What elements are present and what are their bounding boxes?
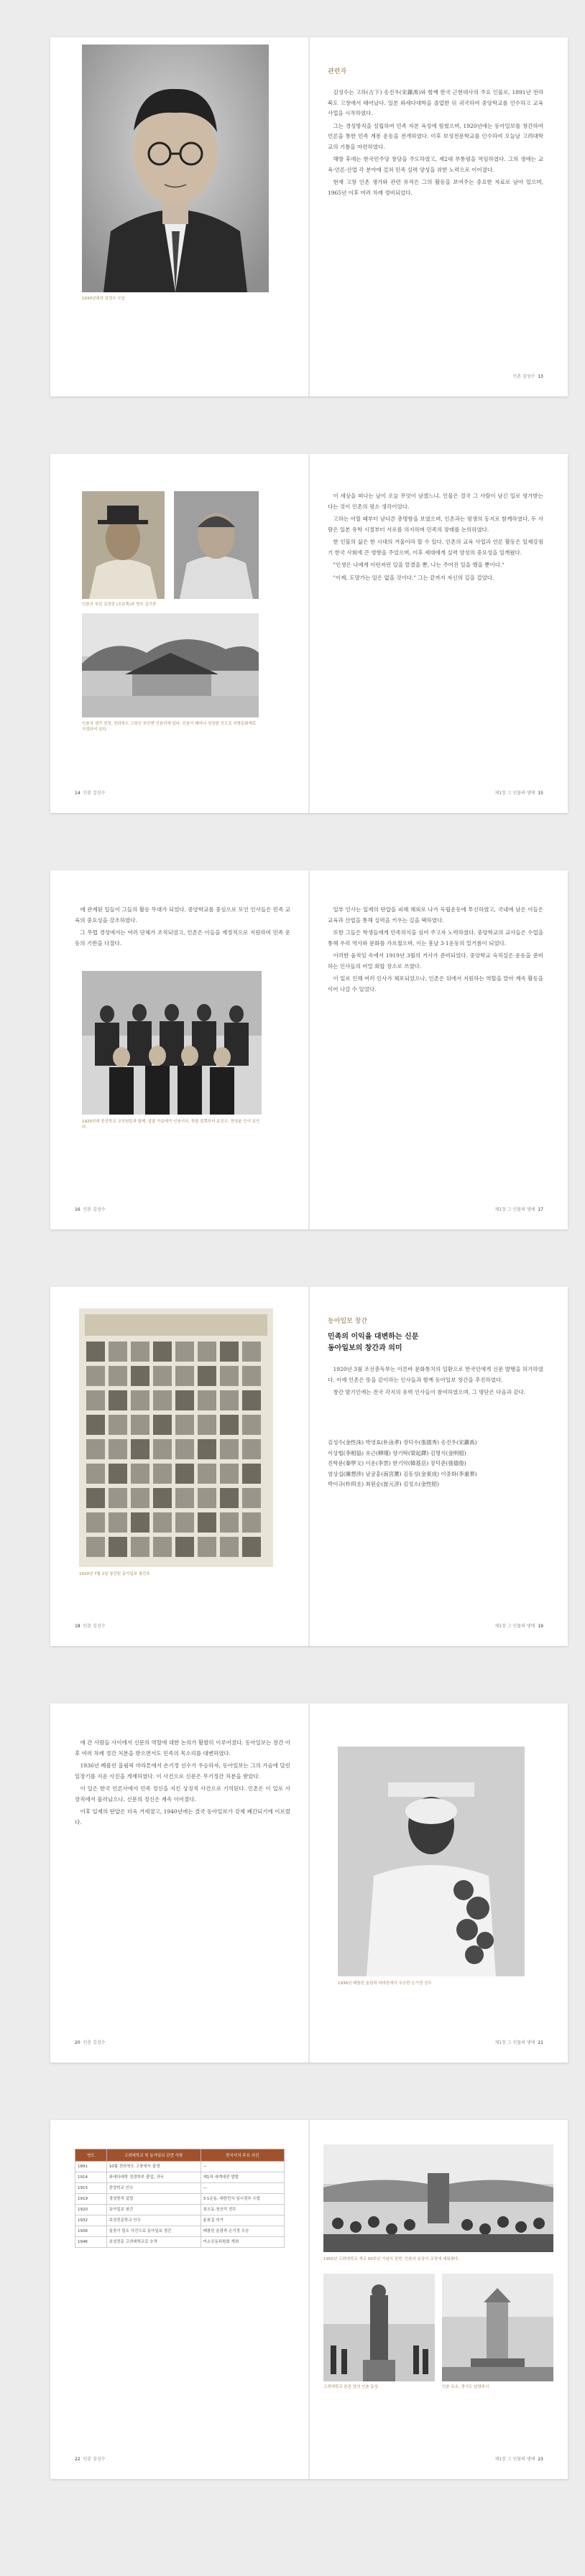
newspaper-portrait-box (153, 1464, 172, 1484)
newspaper-portrait-box (153, 1488, 172, 1508)
running-head: 인촌 김성수 (83, 791, 106, 796)
newspaper-portrait-box (153, 1390, 172, 1410)
right-page (309, 454, 568, 813)
right-page (309, 1287, 568, 1646)
folio-right (494, 2039, 546, 2045)
newspaper-portrait-box (86, 1342, 105, 1362)
newspaper-portrait-box (220, 1439, 239, 1459)
birthplace-photo (82, 613, 259, 717)
paragraph: 현재 고창 인촌 생가와 관련 유적은 그의 활동을 보여주는 중요한 자료로 남아 있으며, 1965년 이후 여러 차례 정비되었다. (328, 179, 543, 196)
photo-caption: 1930년대의 김성수 모습 (82, 297, 125, 301)
newspaper-portrait-box (86, 1415, 105, 1435)
running-head: 제1장 그 인물의 생애 (494, 1624, 535, 1629)
page-number: 20 (75, 2040, 80, 2045)
newspaper-portrait-box (242, 1415, 261, 1435)
newspaper-portrait-box (175, 1390, 194, 1410)
folio-right (494, 789, 546, 796)
newspaper-portrait-box (198, 1342, 216, 1362)
newspaper-portrait-box (175, 1488, 194, 1508)
table-cell: 1915 (75, 2183, 107, 2194)
running-head: 제1장 그 인물의 생애 (494, 2457, 535, 2462)
table-cell: 1919 (75, 2194, 107, 2205)
paragraph: 이 세상을 떠나는 날이 오늘 무엇이 남겠느냐. 인물은 결국 그 사람이 남긴 일로 평가받는다는 것이 인촌의 평소 생각이었다. (328, 493, 543, 510)
page-number: 15 (538, 791, 543, 796)
paragraph: 그는 경성방직을 설립하여 민족 자본 육성에 힘썼으며, 1920년에는 동아일보를 창간하여 언론을 통한 민족 계몽 운동을 전개하였다. 이후 보성전문학교를 인수하여 오늘날 고려대학교의 기틀을 마련하였다. (328, 122, 543, 150)
portrait-photo (82, 45, 269, 292)
page-number: 17 (538, 1207, 543, 1212)
page-number: 18 (75, 1624, 80, 1629)
spread-5 (50, 1703, 568, 2063)
photo-caption: 1936년 베를린 올림픽 마라톤에서 우승한 손기정 선수 (338, 1981, 432, 1986)
folio-left (72, 1622, 106, 1629)
body-text (328, 905, 543, 997)
newspaper-portrait-box (242, 1488, 261, 1508)
father-photo (82, 491, 165, 599)
newspaper-photo (79, 1308, 273, 1567)
table-header-row (75, 2149, 285, 2162)
folio-right (494, 2455, 546, 2462)
newspaper-portrait-box (175, 1415, 194, 1435)
spread-4 (50, 1287, 568, 1646)
newspaper-portrait-box (86, 1464, 105, 1484)
heading-line: 민족의 이익을 대변하는 신문 (328, 1333, 419, 1341)
left-page (50, 454, 309, 813)
table-cell: 베를린 올림픽 손기정 우승 (201, 2226, 284, 2237)
table-row (75, 2205, 285, 2215)
table-row (75, 2237, 285, 2248)
newspaper-portrait-box (153, 1512, 172, 1533)
newspaper-portrait-box (175, 1366, 194, 1386)
table-cell: 1946 (75, 2237, 107, 2248)
paragraph: 또한 그들은 학생들에게 민족의식을 심어 주고자 노력하였다. 중앙학교의 교사들은 수업을 통해 우리 역사와 문화를 가르쳤으며, 이는 훗날 3·1운동의 밑거름이 되었다. (328, 929, 543, 947)
newspaper-portrait-box (109, 1488, 127, 1508)
newspaper-portrait-box (220, 1537, 239, 1557)
newspaper-portrait-box (153, 1415, 172, 1435)
page-number: 19 (538, 1624, 543, 1629)
table-cell: — (201, 2183, 284, 2194)
newspaper-portrait-box (220, 1390, 239, 1410)
table-row (75, 2162, 285, 2172)
newspaper-portrait-box (86, 1366, 105, 1386)
left-page (50, 1287, 309, 1646)
table-cell: 10월 전라북도 고창에서 출생 (106, 2162, 201, 2172)
newspaper-portrait-box (198, 1488, 216, 1508)
paragraph: 한 인물의 삶은 한 시대의 거울이라 할 수 있다. 인촌의 교육 사업과 언론 활동은 일제강점기 한국 사회에 큰 영향을 주었으며, 이후 세대에게 실력 양성의 중요성을 일깨웠다. (328, 539, 543, 556)
marathon-photo (338, 1747, 525, 1976)
newspaper-portrait-box (131, 1464, 149, 1484)
newspaper-portrait-box (242, 1390, 261, 1410)
table-cell: 1936 (75, 2226, 107, 2237)
photo-caption: 1955년 고려대학교 개교 50주년 기념식 장면. 인촌의 동상이 교정에 세워졌다. (323, 2257, 459, 2261)
newspaper-portrait-box (153, 1439, 172, 1459)
newspaper-portrait-box (86, 1390, 105, 1410)
spread-3 (50, 870, 568, 1229)
running-head: 인촌 김성수 (83, 2040, 106, 2045)
newspaper-portrait-box (86, 1537, 105, 1557)
table-cell: 봉오동·청산리 전투 (201, 2205, 284, 2215)
newspaper-portrait-box (153, 1342, 172, 1362)
newspaper-portrait-box (198, 1366, 216, 1386)
table-row (75, 2215, 285, 2226)
newspaper-portrait-box (175, 1537, 194, 1557)
body-text (328, 88, 543, 200)
newspaper-portrait-box (220, 1512, 239, 1533)
column-header: 한국사의 주요 사건 (201, 2149, 284, 2162)
paragraph: 김성수는 고하(古下) 송진우(宋鎭禹)와 함께 한국 근현대사의 주요 인물로, 1891년 전라북도 고창에서 태어났다. 일본 와세다대학을 졸업한 뒤 귀국하여 중앙학교를 인수하고 교육 사업을 시작하였다. (328, 89, 543, 116)
newspaper-portrait-box (198, 1512, 216, 1533)
newspaper-portrait-box (220, 1342, 239, 1362)
running-head: 제1장 그 인물의 생애 (494, 1207, 535, 1212)
table-cell: 1914 (75, 2172, 107, 2183)
newspaper-portrait-box (131, 1439, 149, 1459)
photo-caption: 1920년 7월 2일 창간된 동아일보 창간호 (79, 1572, 150, 1576)
chronology-table (75, 2149, 285, 2248)
folio-left (72, 2039, 106, 2045)
running-head: 인촌 김성수 (83, 1207, 106, 1212)
newspaper-portrait-box (153, 1366, 172, 1386)
newspaper-portrait-box (242, 1512, 261, 1533)
page-number: 23 (538, 2457, 543, 2462)
table-cell: 1920 (75, 2205, 107, 2215)
newspaper-portrait-box (175, 1439, 194, 1459)
name-row: 이상협(李相協) 유근(柳瑾) 양기탁(梁起鐸) 김명식(金明植) (328, 1449, 466, 1456)
folio-left (72, 1206, 106, 1212)
newspaper-portrait-box (131, 1537, 149, 1557)
newspaper-portrait-box (109, 1390, 127, 1410)
newspaper-portrait-box (153, 1537, 172, 1557)
newspaper-portrait-box (175, 1512, 194, 1533)
table-cell: 1891 (75, 2162, 107, 2172)
newspaper-portrait-box (131, 1366, 149, 1386)
left-page (50, 1703, 309, 2063)
table-cell: 와세다대학 정경학부 졸업, 귀국 (106, 2172, 201, 2183)
body-text (75, 1738, 290, 1830)
newspaper-portrait-box (86, 1512, 105, 1533)
newspaper-portrait-box (198, 1464, 216, 1484)
newspaper-portrait-box (109, 1439, 127, 1459)
paragraph: 1936년 베를린 올림픽 마라톤에서 손기정 선수가 우승하자, 동아일보는 그의 가슴에 달린 일장기를 지운 사진을 게재하였다. 이 사건으로 신문은 무기정간 처분을 받았다. (75, 1762, 290, 1780)
table-cell: 미소공동위원회 개최 (201, 2237, 284, 2248)
statue-photo (323, 2274, 435, 2381)
photo-caption: 1920년대 중앙학교 교직원들과 함께. 앞줄 가운데가 인촌이다. 뒷줄 왼쪽부터 송진우, 현상윤 등이 보인다. (82, 1120, 260, 1130)
staff-group-photo (82, 971, 262, 1115)
left-page (50, 2120, 309, 2479)
page-number: 13 (538, 374, 543, 379)
name-row: 염상섭(廉想涉) 남궁훈(南宮薰) 김동성(金東成) 이중화(李重華) (328, 1470, 477, 1477)
right-page (309, 2120, 568, 2479)
newspaper-portrait-box (198, 1415, 216, 1435)
table-cell: 경성방직 설립 (106, 2194, 201, 2205)
paragraph: 에 관계된 일들이 그들의 활동 무대가 되었다. 중앙학교를 중심으로 모인 인사들은 민족 교육의 중요성을 강조하였다. (75, 906, 290, 924)
table-cell: 동아일보 창간 (106, 2205, 201, 2215)
name-row: 진학문(秦學文) 이운(李雲) 한기악(韓基岳) 장덕준(張德俊) (328, 1460, 466, 1466)
newspaper-portrait-box (242, 1342, 261, 1362)
paragraph: 해방 후에는 한국민주당 창당을 주도하였고, 제2대 부통령을 역임하였다. 그의 생애는 교육·언론·산업 각 분야에 걸쳐 민족 실력 양성을 위한 노력으로 이어졌다. (328, 156, 543, 173)
body-text (328, 491, 543, 585)
paragraph: 이 일은 한국 언론사에서 민족 정신을 지킨 상징적 사건으로 기억된다. 인촌은 이 일로 사장직에서 물러났으나, 신문의 정신은 계속 이어졌다. (75, 1785, 290, 1803)
newspaper-portrait-box (86, 1439, 105, 1459)
folio-left (72, 789, 106, 796)
quote: "이제, 도망가는 일은 없을 것이다." 그는 끝까지 자신의 길을 걸었다. (333, 574, 494, 581)
right-page (309, 1703, 568, 2063)
spread-1 (50, 37, 568, 396)
founder-names (328, 1438, 551, 1490)
newspaper-portrait-box (131, 1342, 149, 1362)
newspaper-portrait-box (109, 1464, 127, 1484)
spread-6 (50, 2120, 568, 2479)
left-page (50, 870, 309, 1229)
running-head: 제1장 그 인물의 생애 (494, 2040, 535, 2045)
table-cell: 중앙학교 인수 (106, 2183, 201, 2194)
spread-2 (50, 454, 568, 813)
paragraph: 이 일로 인해 여러 인사가 체포되었으나, 인촌은 뒤에서 지원하는 역할을 맡아 계속 활동을 이어 나갈 수 있었다. (328, 975, 543, 992)
table-cell: 보성전문 고려대학교로 승격 (106, 2237, 201, 2248)
photo-caption: 고려대학교 본관 앞의 인촌 동상 (323, 2385, 379, 2389)
folio-right (494, 1622, 546, 1629)
newspaper-portrait-box (220, 1415, 239, 1435)
photo-caption: 인촌의 생가 전경, 전라북도 고창군 부안면 인촌리에 있다. 인촌이 태어나 성장한 곳으로 지방문화재로 지정되어 있다. (82, 722, 257, 732)
newspaper-portrait-box (242, 1439, 261, 1459)
newspaper-portrait-box (131, 1488, 149, 1508)
table-row (75, 2172, 285, 2183)
tomb-photo (442, 2274, 553, 2381)
heading-line: 동아일보의 창간과 의미 (328, 1344, 402, 1352)
newspaper-portrait-box (131, 1390, 149, 1410)
paragraph: 1920년 3월 조선총독부는 이른바 문화통치의 일환으로 한국인에게 신문 발행을 허가하였다. 이에 인촌은 뜻을 같이하는 인사들과 함께 동아일보 창간을 추진하였다. (328, 1366, 543, 1383)
table-cell: — (201, 2162, 284, 2172)
newspaper-portrait-box (242, 1366, 261, 1386)
column-header: 연도 (75, 2149, 107, 2162)
page-number: 21 (538, 2040, 543, 2045)
newspaper-portrait-box (220, 1488, 239, 1508)
newspaper-portrait-box (109, 1512, 127, 1533)
newspaper-portrait-box (109, 1415, 127, 1435)
paragraph: 이후 일제의 탄압은 더욱 거세졌고, 1940년에는 결국 동아일보가 강제 폐간되기에 이르렀다. (75, 1808, 290, 1826)
section-title: 관련자 (328, 68, 347, 75)
photo-caption: 인촌의 부친 김경중 (오른쪽)과 양부 김기중 (82, 603, 157, 607)
paragraph: 이러한 움직임 속에서 1919년 3월의 거사가 준비되었다. 중앙학교 숙직실은 운동을 준비하는 인사들의 비밀 회합 장소로 쓰였다. (328, 952, 543, 970)
table-row (75, 2183, 285, 2194)
table-row (75, 2194, 285, 2205)
photo-caption: 인촌 묘소, 경기도 남양주시 (442, 2385, 489, 2389)
page-number: 14 (75, 791, 80, 796)
newspaper-portrait-box (109, 1537, 127, 1557)
table-cell: 일장기 말소 사건으로 동아일보 정간 (106, 2226, 201, 2237)
adoptive-father-photo (174, 491, 259, 599)
newspaper-portrait-box (175, 1464, 194, 1484)
page-number: 16 (75, 1207, 80, 1212)
newspaper-portrait-box (198, 1390, 216, 1410)
running-head: 인촌 김성수 (83, 2457, 106, 2462)
left-page (50, 37, 309, 396)
ceremony-photo (323, 2144, 553, 2252)
folio-left (72, 2455, 106, 2462)
table-cell: 윤봉길 의거 (201, 2215, 284, 2226)
running-head: 인촌 김성수 (83, 1624, 106, 1629)
newspaper-portrait-box (131, 1415, 149, 1435)
chapter-heading (328, 1331, 543, 1354)
section-title: 동아일보 창간 (328, 1318, 368, 1325)
table-cell: 제1차 세계대전 발발 (201, 2172, 284, 2183)
quote: "인생은 나에게 이런저런 일을 맡겼을 뿐, 나는 주어진 일을 했을 뿐이다." (333, 562, 505, 568)
table-row (75, 2226, 285, 2237)
chronology-table-wrap (75, 2149, 285, 2248)
newspaper-portrait-box (242, 1464, 261, 1484)
page-number: 22 (75, 2457, 80, 2462)
newspaper-portrait-box (220, 1464, 239, 1484)
table-cell: 3·1운동, 대한민국 임시정부 수립 (201, 2194, 284, 2205)
paragraph: 창간 발기인에는 전국 각지의 유력 인사들이 참여하였으며, 그 명단은 다음과 같다. (333, 1389, 526, 1395)
newspaper-portrait-box (109, 1342, 127, 1362)
running-head: 인촌 김성수 (512, 374, 535, 379)
newspaper-portrait-box (131, 1512, 149, 1533)
folio-right (494, 1206, 546, 1212)
body-text (75, 905, 290, 951)
name-row: 박이규(朴珥圭) 최원순(崔元淳) 김성소(金性昭) (328, 1481, 440, 1487)
newspaper-portrait-box (198, 1537, 216, 1557)
newspaper-portrait-box (242, 1537, 261, 1557)
right-page (309, 870, 568, 1229)
table-cell: 1932 (75, 2215, 107, 2226)
paragraph: 고하는 어릴 때부터 남다른 총명함을 보였으며, 인촌과는 평생의 동지로 함께하였다. 두 사람은 일본 유학 시절부터 서로를 의지하며 민족의 장래를 논의하였다. (328, 516, 543, 533)
column-header: 고려대학교 및 동아일보 관련 사항 (106, 2149, 201, 2162)
folio-right (512, 373, 546, 379)
name-row: 김성수(金性洙) 박영효(朴泳孝) 장덕수(張德秀) 송진우(宋鎭禹) (328, 1439, 477, 1446)
paragraph: 일부 인사는 일제의 탄압을 피해 해외로 나가 독립운동에 투신하였고, 국내에 남은 이들은 교육과 산업을 통해 실력을 키우는 길을 택하였다. (328, 906, 543, 924)
right-page (309, 37, 568, 396)
paragraph: 그 무렵 경성에서는 여러 단체가 조직되었고, 인촌은 이들을 재정적으로 지원하며 민족 운동의 기반을 다졌다. (75, 929, 290, 947)
paragraph: 에 간 사람들 사이에서 신문의 역할에 대한 논의가 활발히 이루어졌다. 동아일보는 창간 이후 여러 차례 정간 처분을 받으면서도 민족의 목소리를 대변하였다. (75, 1739, 290, 1757)
newspaper-portrait-box (86, 1488, 105, 1508)
newspaper-portrait-box (220, 1366, 239, 1386)
newspaper-portrait-box (198, 1439, 216, 1459)
table-cell: 보성전문학교 인수 (106, 2215, 201, 2226)
running-head: 제1장 그 인물의 생애 (494, 791, 535, 796)
newspaper-portrait-box (109, 1366, 127, 1386)
body-text (328, 1364, 543, 1400)
newspaper-portrait-box (175, 1342, 194, 1362)
